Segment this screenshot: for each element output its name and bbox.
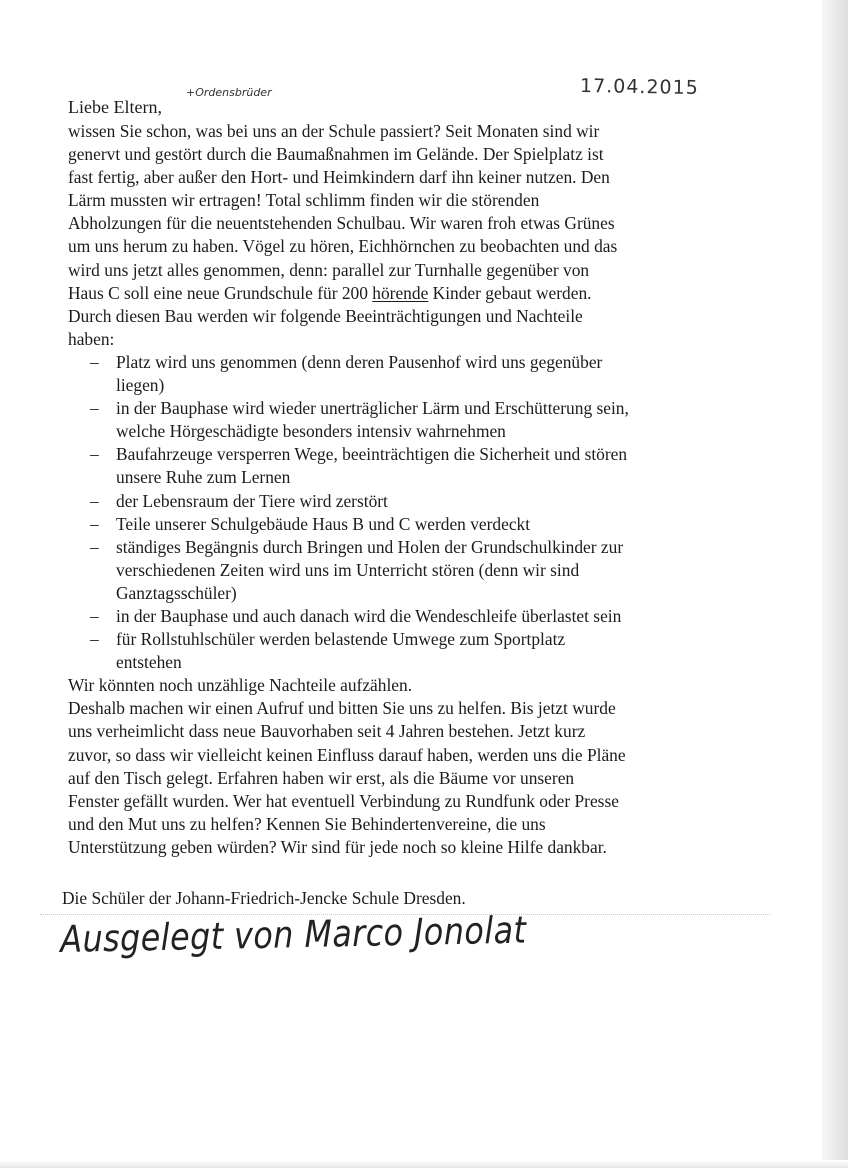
intro-line-highlight bbox=[68, 282, 748, 305]
intro-line: um uns herum zu haben. Vögel zu hören, Eichhörnchen zu beobachten und das bbox=[68, 236, 618, 257]
intro-line: wird uns jetzt alles genommen, denn: parallel zur Turnhalle gegenüber von bbox=[68, 259, 590, 280]
list-item bbox=[68, 443, 748, 489]
list-item-line: unsere Ruhe zum Lernen bbox=[116, 467, 291, 488]
intro-line: haben: bbox=[68, 328, 115, 349]
greeting: Liebe Eltern, bbox=[68, 97, 162, 117]
list-item-line: Ganztagsschüler) bbox=[116, 582, 237, 603]
intro-line: genervt und gestört durch die Baumaßnahmen im Gelände. Der Spielplatz ist bbox=[68, 144, 604, 165]
bullet-dash: – bbox=[90, 351, 99, 372]
list-item bbox=[68, 513, 748, 536]
closing-paragraph bbox=[68, 674, 748, 859]
handwritten-date: 17.04.2015 bbox=[579, 74, 699, 100]
intro-line: Lärm mussten wir ertragen! Total schlimm finden wir die störenden bbox=[68, 190, 540, 211]
letter-body bbox=[68, 120, 748, 859]
page-bottom-edge bbox=[0, 1160, 848, 1168]
page-shadow-edge bbox=[822, 0, 848, 1168]
list-item-line: in der Bauphase und auch danach wird die Wendeschleife überlastet sein bbox=[116, 605, 622, 626]
intro-line: wissen Sie schon, was bei uns an der Schule passiert? Seit Monaten sind wir bbox=[68, 121, 600, 141]
list-item-line: der Lebensraum der Tiere wird zerstört bbox=[116, 490, 388, 511]
closing-line: uns verheimlicht dass neue Bauvorhaben seit 4 Jahren bestehen. Jetzt kurz bbox=[68, 721, 586, 742]
handwritten-note-text: Ausgelegt von Marco Jonolat bbox=[60, 908, 527, 961]
signature-line: Die Schüler der Johann-Friedrich-Jencke Schule Dresden. bbox=[62, 888, 466, 908]
intro-text: Kinder gebaut werden. bbox=[428, 282, 592, 303]
list-item-line: ständiges Begängnis durch Bringen und Holen der Grundschulkinder zur bbox=[116, 536, 624, 557]
list-item-line: welche Hörgeschädigte besonders intensiv wahrnehmen bbox=[116, 421, 506, 442]
bullet-dash: – bbox=[90, 513, 99, 534]
list-item-line: Baufahrzeuge versperren Wege, beeinträchtigen die Sicherheit und stören bbox=[116, 444, 628, 465]
list-item bbox=[68, 605, 748, 628]
disadvantages-list bbox=[68, 351, 748, 674]
list-item-line: entstehen bbox=[116, 652, 182, 673]
handwritten-greeting-note: +Ordensbrüder bbox=[186, 86, 272, 99]
greeting-line bbox=[68, 86, 272, 120]
closing-line: Unterstützung geben würden? Wir sind für jede noch so kleine Hilfe dankbar. bbox=[68, 836, 607, 857]
list-item bbox=[68, 490, 748, 513]
list-item bbox=[68, 536, 748, 605]
list-item-line: liegen) bbox=[116, 375, 165, 396]
list-item bbox=[68, 397, 748, 443]
closing-line: Fenster gefällt wurden. Wer hat eventuell Verbindung zu Rundfunk oder Presse bbox=[68, 790, 619, 811]
closing-line: Wir könnten noch unzählige Nachteile aufzählen. bbox=[68, 675, 413, 696]
list-item bbox=[68, 628, 748, 674]
intro-line: Durch diesen Bau werden wir folgende Beeinträchtigungen und Nachteile bbox=[68, 305, 583, 326]
list-item-line: Teile unserer Schulgebäude Haus B und C werden verdeckt bbox=[116, 513, 531, 534]
list-item-line: verschiedenen Zeiten wird uns im Unterricht stören (denn wir sind bbox=[116, 559, 580, 580]
bullet-dash: – bbox=[90, 398, 99, 419]
bullet-dash: – bbox=[90, 605, 99, 626]
list-item-line: für Rollstuhlschüler werden belastende Umwege zum Sportplatz bbox=[116, 629, 566, 650]
list-item-line: in der Bauphase wird wieder unerträglicher Lärm und Erschütterung sein, bbox=[116, 398, 629, 419]
handwritten-note bbox=[60, 908, 602, 961]
closing-line: auf den Tisch gelegt. Erfahren haben wir erst, als die Bäume vor unseren bbox=[68, 767, 575, 788]
intro-paragraph bbox=[68, 120, 748, 351]
closing-line: Deshalb machen wir einen Aufruf und bitten Sie uns zu helfen. Bis jetzt wurde bbox=[68, 698, 616, 719]
underlined-word: hörende bbox=[372, 282, 429, 303]
closing-line: zuvor, so dass wir vielleicht keinen Einfluss darauf haben, werden uns die Pläne bbox=[68, 744, 626, 765]
bullet-dash: – bbox=[90, 536, 99, 557]
bullet-dash: – bbox=[90, 444, 99, 465]
list-item-line: Platz wird uns genommen (denn deren Pausenhof wird uns gegenüber bbox=[116, 351, 603, 372]
intro-line: fast fertig, aber außer den Hort- und Heimkindern darf ihn keiner nutzen. Den bbox=[68, 167, 610, 188]
bullet-dash: – bbox=[90, 490, 99, 511]
bullet-dash: – bbox=[90, 629, 99, 650]
closing-line: und den Mut uns zu helfen? Kennen Sie Behindertenvereine, die uns bbox=[68, 813, 546, 834]
intro-line: Abholzungen für die neuentstehenden Schulbau. Wir waren froh etwas Grünes bbox=[68, 213, 615, 234]
list-item bbox=[68, 351, 748, 397]
intro-text: Haus C soll eine neue Grundschule für 200 bbox=[68, 282, 373, 303]
